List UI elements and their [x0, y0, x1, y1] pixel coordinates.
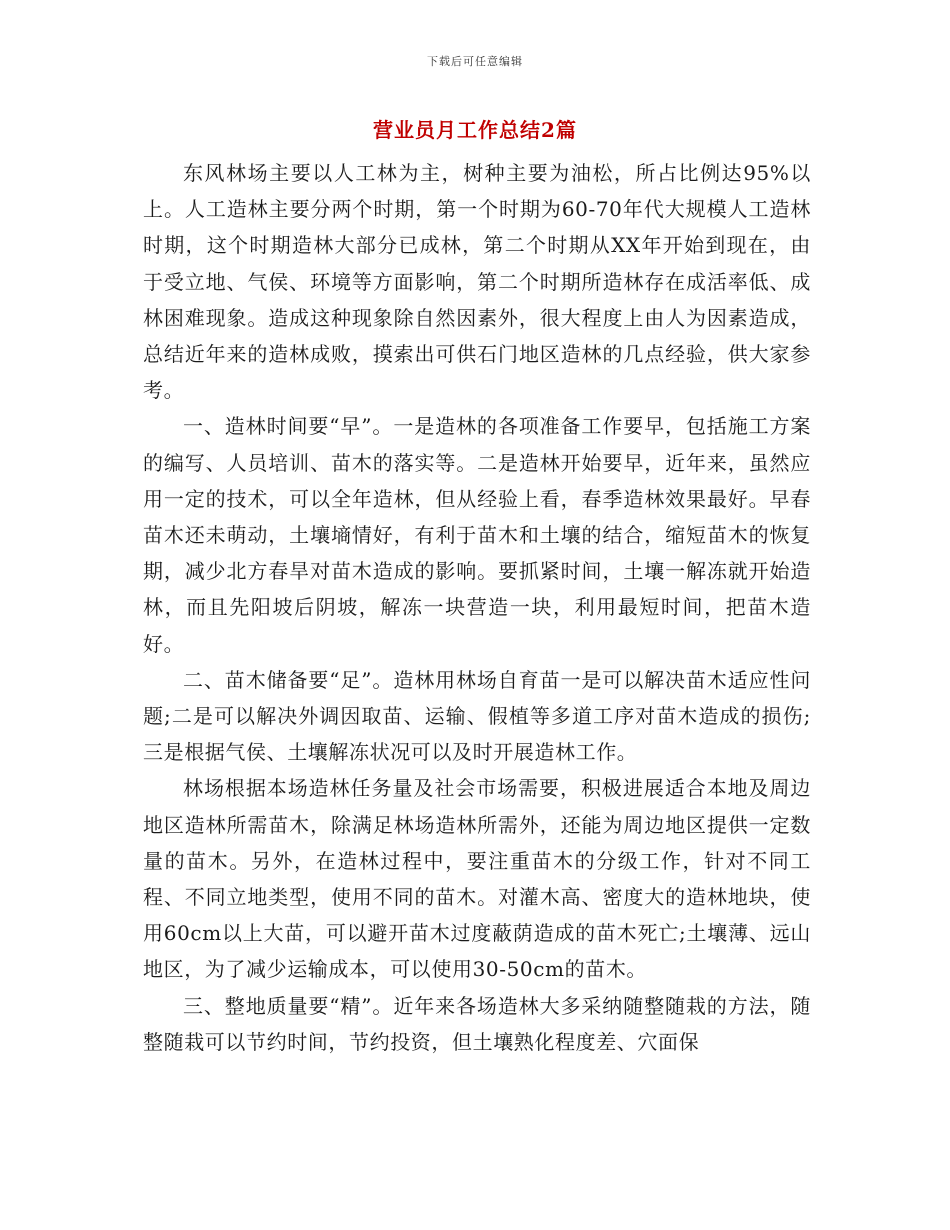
paragraph-section-3: 三、整地质量要“精”。近年来各场造林大多采纳随整随栽的方法，随整随栽可以节约时间，节约投资，但土壤熟化程度差、穴面保 — [143, 993, 811, 1054]
paragraph-section-2-detail: 林场根据本场造林任务量及社会市场需要，积极进展适合本地及周边地区造林所需苗木，除满足林场造林所需外，还能为周边地区提供一定数量的苗木。另外，在造林过程中，要注重苗木的分级工作，针对不同工程、不同立地类型，使用不同的苗木。对灌木高、密度大的造林地块，使用60cm以上大苗，可以避开苗木过度蔽荫造成的苗木死亡;土壤薄、远山地区，为了减少运输成本，可以使用30-50cm的苗木。 — [143, 776, 811, 982]
document-body — [143, 155, 811, 1060]
header-note: 下载后可任意编辑 — [427, 55, 523, 68]
document-title: 营业员月工作总结2篇 — [373, 118, 577, 142]
paragraph-section-2: 二、苗木储备要“足”。造林用林场自育苗一是可以解决苗木适应性问题;二是可以解决外调因取苗、运输、假植等多道工序对苗木造成的损伤;三是根据气侯、土壤解冻状况可以及时开展造林工作。 — [143, 667, 811, 765]
paragraph-intro: 东风林场主要以人工林为主，树种主要为油松，所占比例达95%以上。人工造林主要分两个时期，第一个时期为60-70年代大规模人工造林时期，这个时期造林大部分已成林，第二个时期从XX年开始到现在，由于受立地、气侯、环境等方面影响，第二个时期所造林存在成活率低、成林困难现象。造成这种现象除自然因素外，很大程度上由人为因素造成，总结近年来的造林成败，摸索出可供石门地区造林的几点经验，供大家参考。 — [143, 161, 811, 403]
paragraph-section-1: 一、造林时间要“早”。一是造林的各项准备工作要早，包括施工方案的编写、人员培训、苗木的落实等。二是造林开始要早，近年来，虽然应用一定的技术，可以全年造林，但从经验上看，春季造林效果最好。早春苗木还未萌动，土壤墒情好，有利于苗木和土壤的结合，缩短苗木的恢复期，减少北方春旱对苗木造成的影响。要抓紧时间，土壤一解冻就开始造林，而且先阳坡后阴坡，解冻一块营造一块，利用最短时间，把苗木造好。 — [143, 414, 811, 656]
